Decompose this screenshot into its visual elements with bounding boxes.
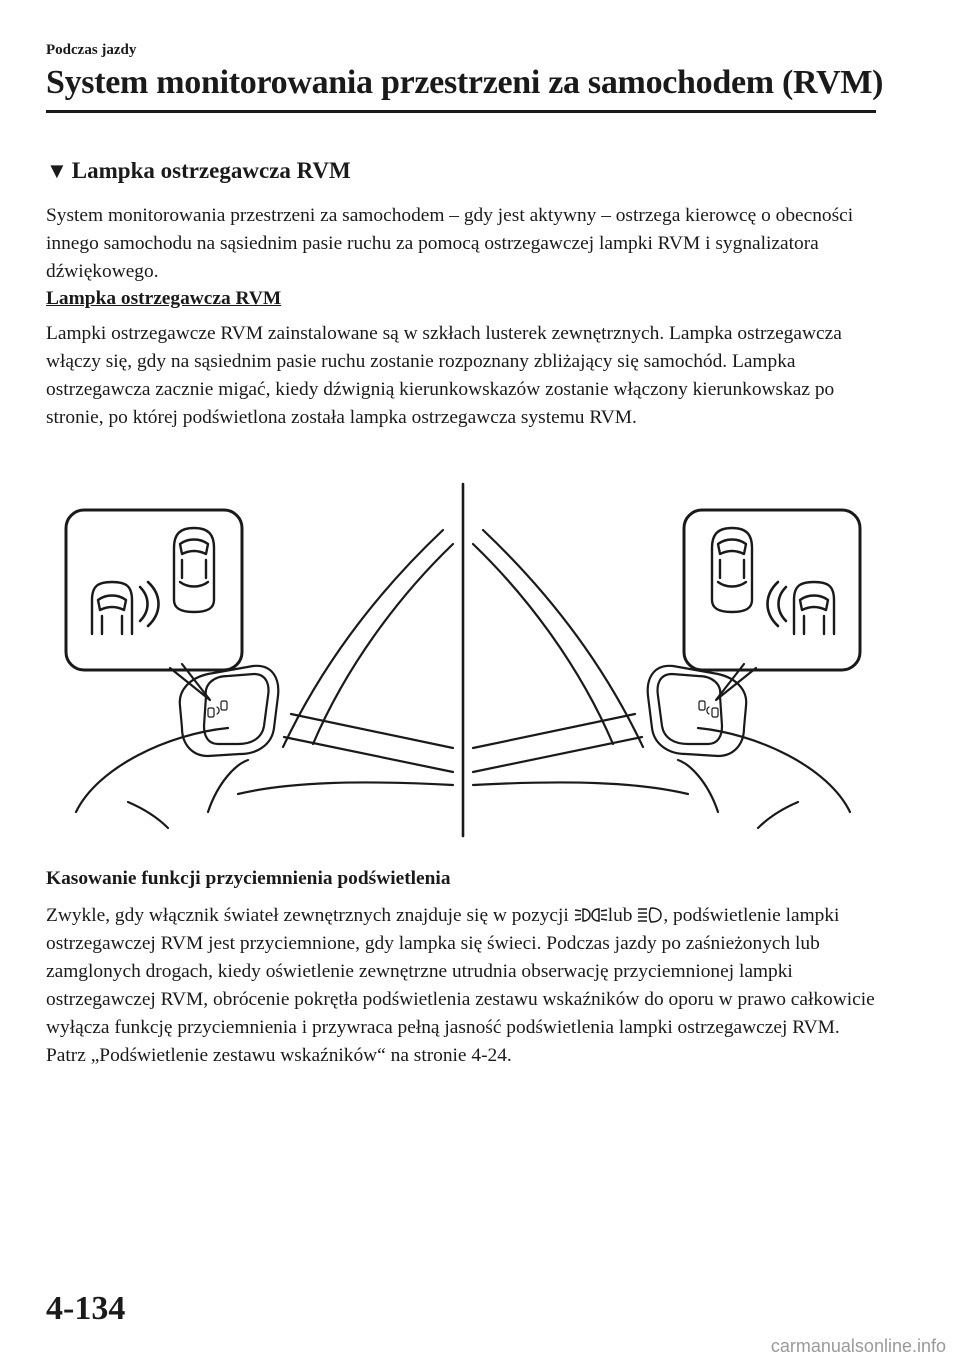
- left-mirror-view: [66, 510, 453, 828]
- dimming-text-before: Zwykle, gdy włącznik świateł zewnętrznych znajduje się w pozycji: [46, 905, 569, 926]
- dimming-section-paragraph: [46, 902, 876, 1070]
- title-divider: [46, 110, 876, 113]
- right-mirror-lamp-icon: [699, 701, 718, 717]
- lamp-section-paragraph: Lampki ostrzegawcze RVM zainstalowane są w szkłach lusterek zewnętrznych. Lampka ostrzegawcza włączy się, gdy na sąsiednim pasie ruchu zostanie rozpoznany zbliżający się samochód. Lampka ostrzegawcza zacznie migać, kiedy dźwignią kierunkowskazów zostanie włączony kierunkowskaz po stronie, po której podświetlona została lampka ostrzegawcza systemu RVM.: [46, 323, 842, 428]
- dimming-text-after: , podświetlenie lampki ostrzegawczej RVM jest przyciemnione, gdy lampka się świeci. Podczas jazdy po zaśnieżonych lub zamglonych drogach, kiedy oświetlenie zewnętrzne utrudnia obserwację przyciemnionej lampki ostrzegawczej RVM, obrócenie pokrętła podświetlenia zestawu wskaźników do oporu w prawo całkowicie wyłącza funkcję przyciemnienia i przywraca pełną jasność podświetlenia lampki ostrzegawczej RVM. Patrz „Podświetlenie zestawu wskaźników“ na stronie 4-24.: [46, 905, 875, 1066]
- intro-paragraph: System monitorowania przestrzeni za samochodem – gdy jest aktywny – ostrzega kierowcę o obecności innego samochodu na sąsiednim pasie ruchu za pomocą ostrzegawczej lampki RVM i sygnalizatora dźwiękowego.: [46, 205, 854, 282]
- site-watermark: carmanualsonline.info: [770, 1336, 946, 1356]
- right-callout-sensor-waves-icon: [768, 582, 787, 626]
- section-label: Podczas jazdy: [46, 42, 137, 58]
- page-number: 4-134: [46, 1290, 126, 1327]
- callout-sensor-waves-icon: [140, 582, 159, 626]
- right-mirror-view: [473, 510, 860, 828]
- dimming-section-heading: Kasowanie funkcji przyciemnienia podświetlenia: [46, 868, 451, 889]
- parking-lights-icon: [574, 906, 608, 924]
- left-mirror-lamp-icon: [208, 701, 227, 717]
- right-callout-car-near-icon: [794, 582, 834, 634]
- dimming-connector: lub: [607, 905, 633, 926]
- rvm-mirror-illustration: [58, 482, 868, 838]
- callout-car-near-icon: [92, 582, 132, 634]
- lamp-section-label: Lampka ostrzegawcza RVM: [46, 288, 282, 309]
- triangle-marker-icon: ▼: [46, 158, 68, 183]
- callout-car-far-icon: [174, 528, 214, 612]
- right-callout-car-far-icon: [712, 528, 752, 612]
- subsection-heading: [46, 158, 351, 184]
- headlights-icon: [637, 906, 663, 924]
- page-title: System monitorowania przestrzeni za samochodem (RVM): [46, 64, 884, 101]
- subsection-title: Lampka ostrzegawcza RVM: [71, 158, 351, 183]
